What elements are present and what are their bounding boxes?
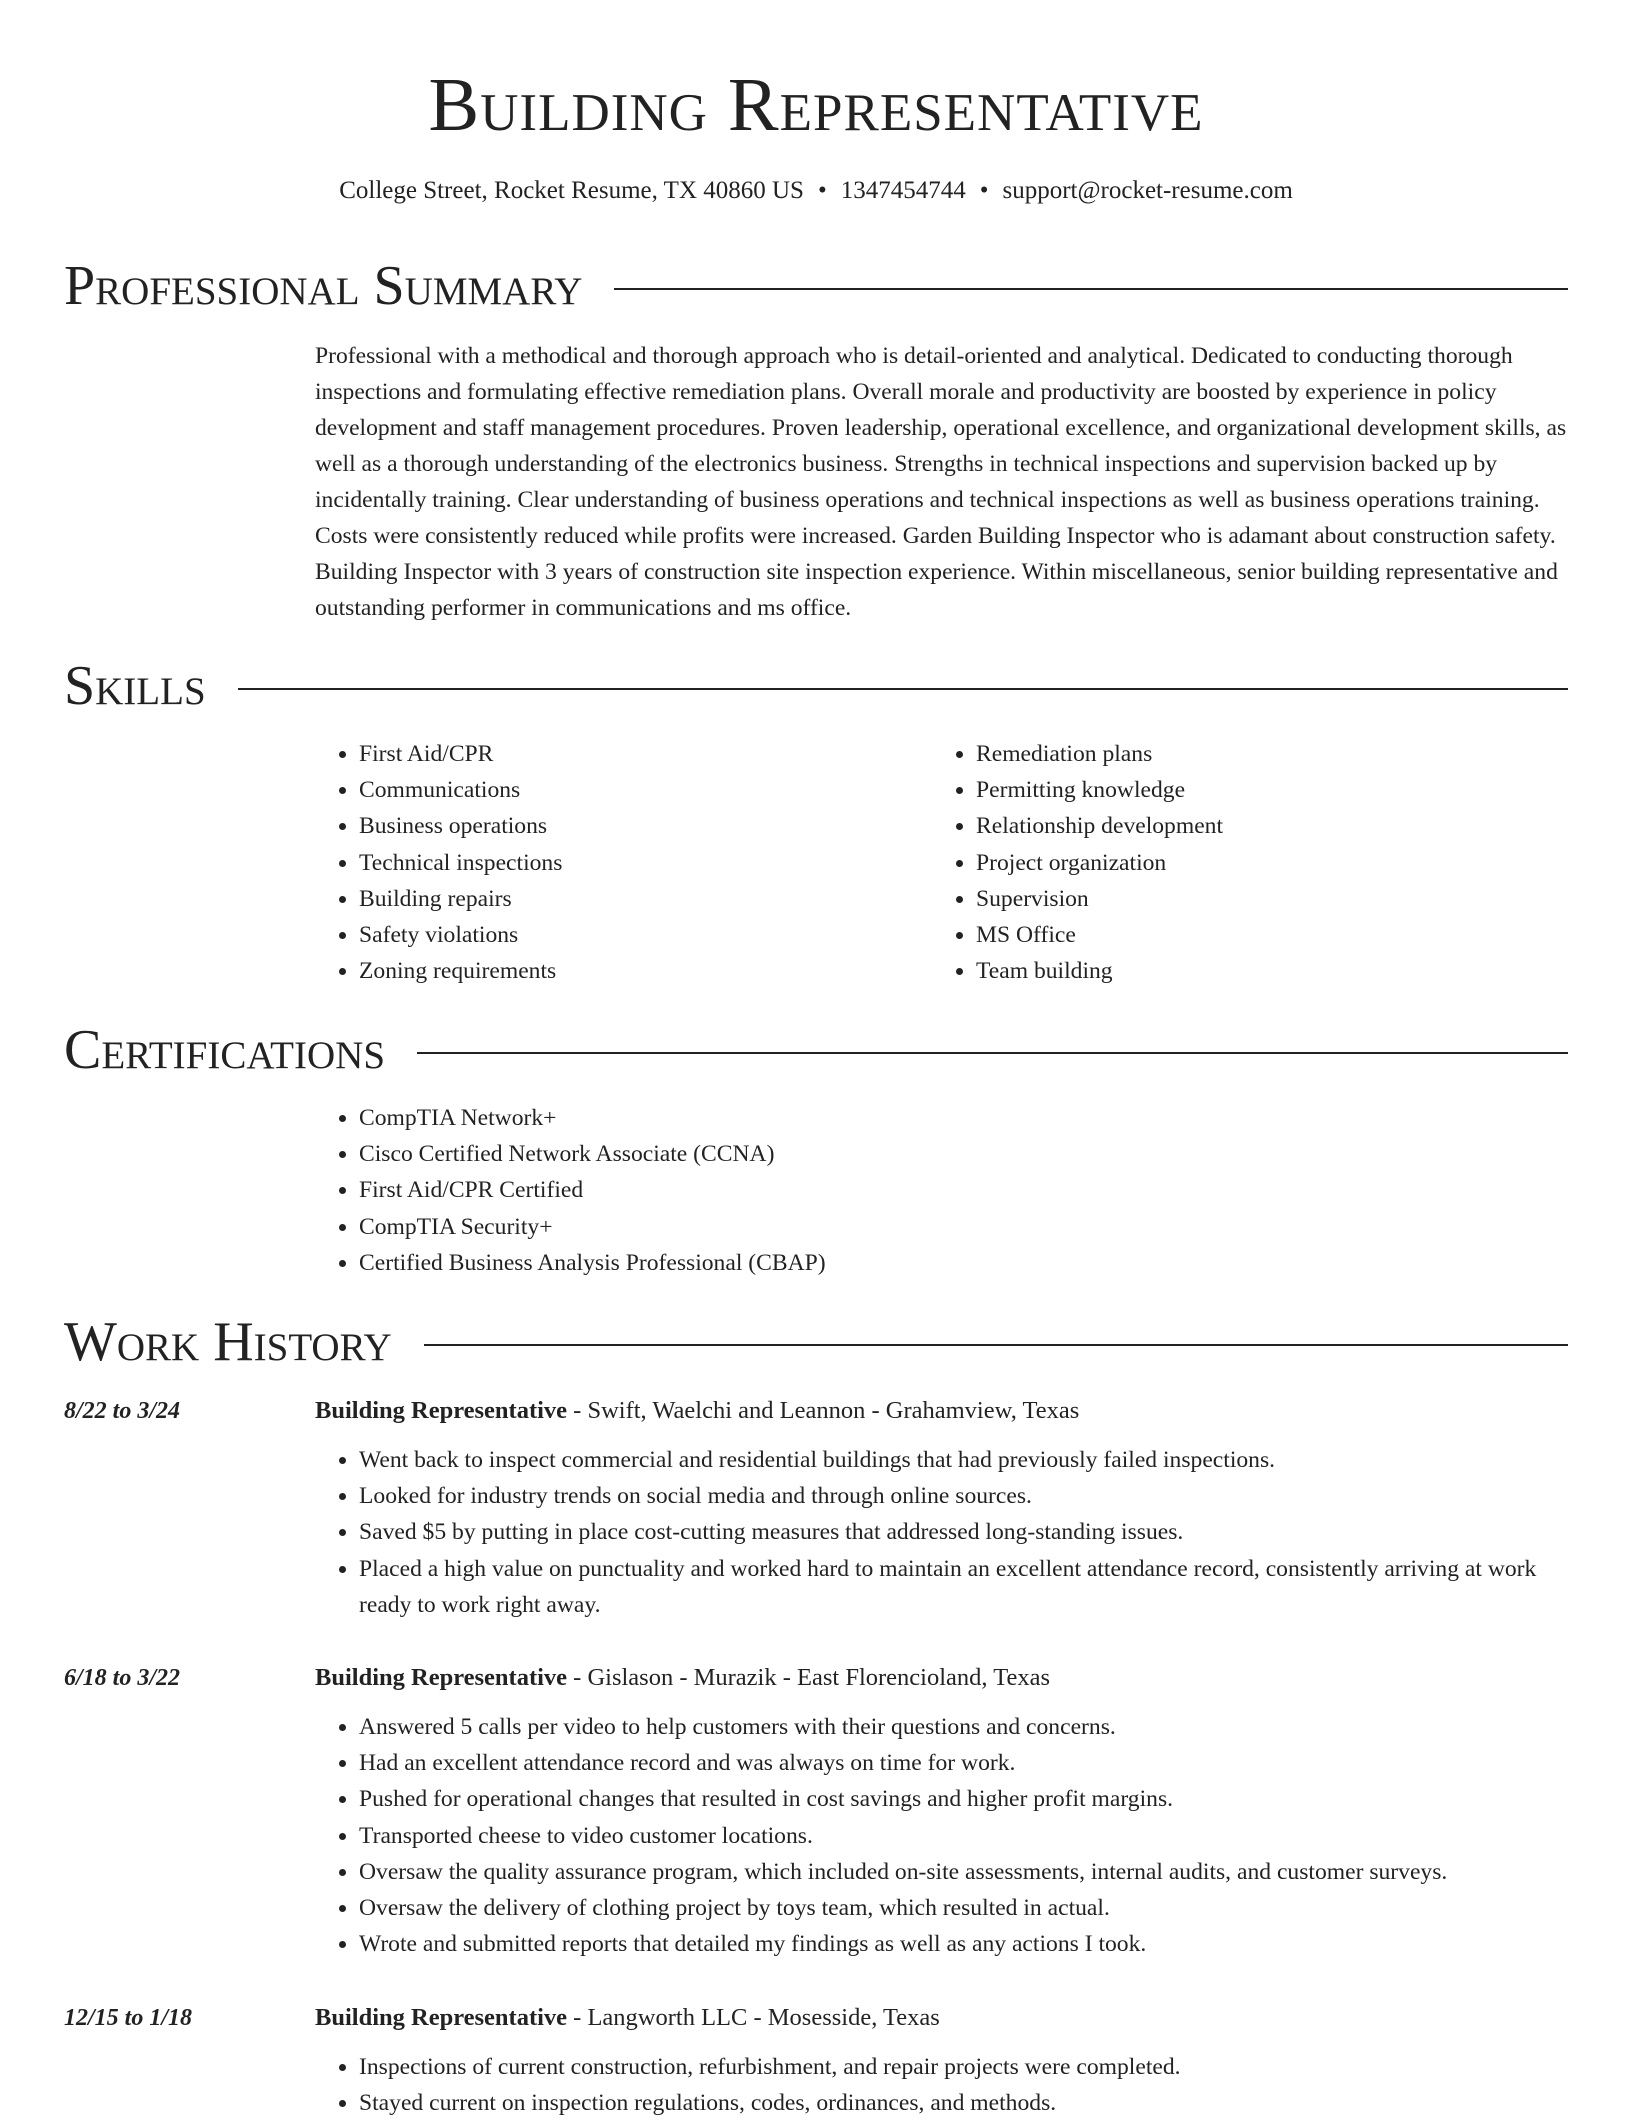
certifications-list (315, 1100, 1568, 1281)
job-title: Building Representative (315, 2004, 568, 2031)
job-bullet: • Answered 5 calls per video to help customers with their questions and concerns. (359, 1709, 1568, 1745)
section-divider (614, 288, 1568, 290)
skill-item: • Business operations (359, 808, 932, 844)
section-divider (238, 688, 1568, 690)
skills-section-title: Skills (64, 655, 206, 717)
contact-address: College Street, Rocket Resume, TX 40860 US (339, 177, 804, 204)
skill-item: • Safety violations (359, 917, 932, 953)
skill-item: • Communications (359, 772, 932, 808)
job-dates: 6/18 to 3/22 (64, 1665, 181, 1691)
job-heading (315, 1661, 1050, 1695)
job-bullet: • Looked for industry trends on social media and through online sources. (359, 1478, 1568, 1514)
job-bullet: • Placed a high value on punctuality and worked hard to maintain an excellent attendance record, consistently arriving at work ready to work right away. (359, 1551, 1568, 1623)
summary-text: Professional with a methodical and thorough approach who is detail-oriented and analytical. Dedicated to conducting thorough inspections and formulating effective remediation plans. Overall morale and productivity are boosted by experience in policy development and staff management procedures. Proven leadership, operational excellence, and organizational development skills, as well as a thorough understanding of the electronics business. Strengths in technical inspections and supervision backed up by incidentally training. Clear understanding of business operations and technical inspections as well as business operations training. Costs were consistently reduced while profits were increased. Garden Building Inspector who is adamant about construction safety. Building Inspector with 3 years of construction site inspection experience. Within miscellaneous, senior building representative and outstanding performer in communications and ms office. (315, 343, 1567, 621)
certification-item: • CompTIA Network+ (359, 1100, 1568, 1136)
summary-section-title: Professional Summary (64, 255, 583, 317)
skill-item: • Technical inspections (359, 845, 932, 881)
work-section-title: Work History (64, 1311, 392, 1373)
job-heading (315, 1394, 1079, 1428)
job-bullet: • Transported cheese to video customer locations. (359, 1818, 1568, 1854)
job-dates: 12/15 to 1/18 (64, 2005, 193, 2031)
skill-item: • Supervision (976, 881, 1549, 917)
job-bullet: • Had an excellent attendance record and was always on time for work. (359, 1745, 1568, 1781)
contact-separator: • (817, 177, 827, 204)
certification-item: • First Aid/CPR Certified (359, 1172, 1568, 1208)
contact-line (64, 174, 1568, 208)
contact-email[interactable]: support@rocket-resume.com (1002, 177, 1293, 204)
section-divider (417, 1052, 1568, 1054)
skill-item: • Zoning requirements (359, 953, 932, 989)
skill-item: • Project organization (976, 845, 1549, 881)
job-bullet: • Stayed current on inspection regulations, codes, ordinances, and methods. (359, 2085, 1568, 2121)
skills-column-right (932, 736, 1549, 989)
job-bullets (315, 1709, 1568, 1962)
certification-item: • Certified Business Analysis Professional (CBAP) (359, 1245, 1568, 1281)
skill-item: • MS Office (976, 917, 1549, 953)
skill-item: • First Aid/CPR (359, 736, 932, 772)
job-bullet: • Pushed for operational changes that resulted in cost savings and higher profit margins. (359, 1781, 1568, 1817)
job-bullet: • Oversaw the quality assurance program, which included on-site assessments, internal audits, and customer surveys. (359, 1854, 1568, 1890)
job-title: Building Representative (315, 1397, 568, 1424)
job-bullet: • Saved $5 by putting in place cost-cutting measures that addressed long-standing issues. (359, 1514, 1568, 1550)
job-heading (315, 2001, 940, 2035)
skills-section-header (64, 654, 1568, 718)
job-dates: 8/22 to 3/24 (64, 1398, 181, 1424)
skill-item: • Remediation plans (976, 736, 1549, 772)
skill-item: • Relationship development (976, 808, 1549, 844)
job-bullets (315, 1442, 1568, 1623)
skills-list (315, 736, 1568, 989)
certifications-section-header (64, 1018, 1568, 1082)
candidate-name: Building Representative (428, 63, 1204, 147)
job-bullets (315, 2049, 1568, 2121)
job-employer-location: - Langworth LLC - Mosesside, Texas (567, 2004, 940, 2031)
job-bullet: • Went back to inspect commercial and residential buildings that had previously failed inspections. (359, 1442, 1568, 1478)
job-bullet: • Oversaw the delivery of clothing project by toys team, which resulted in actual. (359, 1890, 1568, 1926)
section-divider (424, 1344, 1568, 1346)
contact-separator: • (979, 177, 989, 204)
skill-item: • Permitting knowledge (976, 772, 1549, 808)
work-section-header (64, 1310, 1568, 1374)
certification-item: • Cisco Certified Network Associate (CCNA) (359, 1136, 1568, 1172)
skill-item: • Team building (976, 953, 1549, 989)
job-title: Building Representative (315, 1664, 568, 1691)
job-employer-location: - Gislason - Murazik - East Florencioland, Texas (567, 1664, 1051, 1691)
certifications-section-title: Certifications (64, 1019, 386, 1081)
job-employer-location: - Swift, Waelchi and Leannon - Grahamview, Texas (567, 1397, 1080, 1424)
certification-item: • CompTIA Security+ (359, 1209, 1568, 1245)
skill-item: • Building repairs (359, 881, 932, 917)
job-bullet: • Wrote and submitted reports that detailed my findings as well as any actions I took. (359, 1926, 1568, 1962)
contact-phone: 1347454744 (840, 177, 966, 204)
job-bullet: • Inspections of current construction, refurbishment, and repair projects were completed. (359, 2049, 1568, 2085)
skills-column-left (315, 736, 932, 989)
summary-section-header (64, 254, 1568, 318)
